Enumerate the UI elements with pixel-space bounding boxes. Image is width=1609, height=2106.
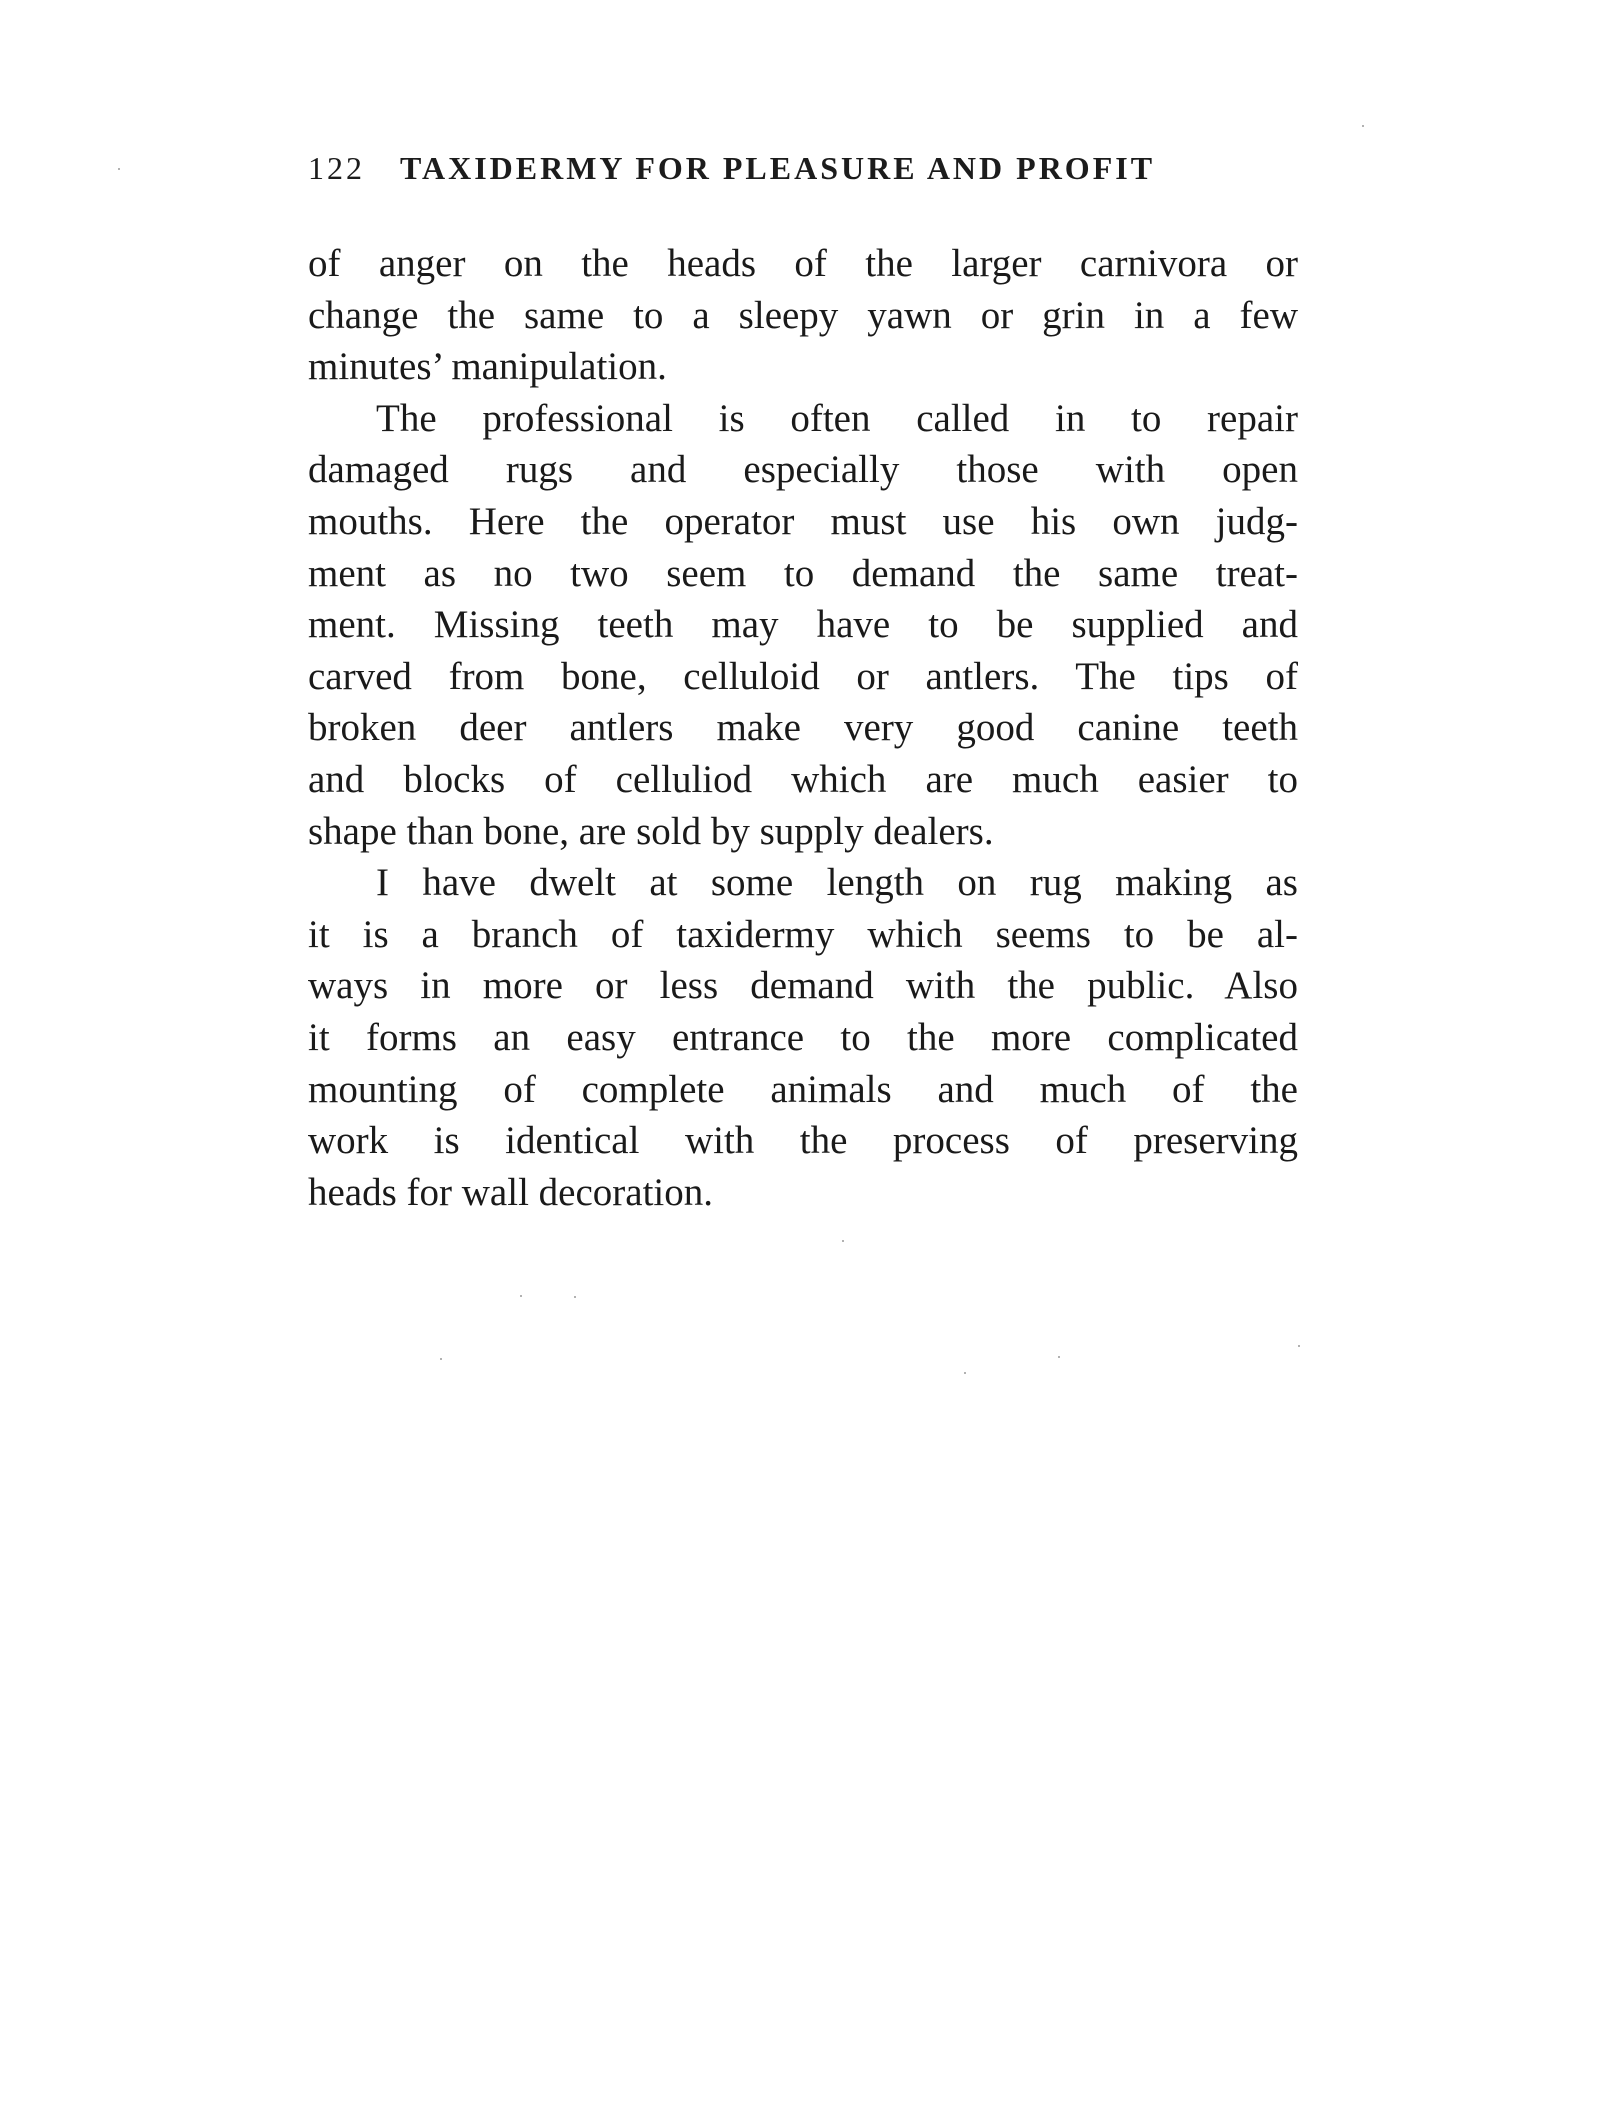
running-header — [308, 148, 1298, 188]
text-line: carved from bone, celluloid or antlers. The tips of — [308, 654, 1298, 698]
scan-speck — [440, 1358, 442, 1360]
paragraph — [308, 857, 1298, 1218]
scan-speck — [1058, 1356, 1060, 1358]
text-line: ways in more or less demand with the public. Also — [308, 964, 1298, 1008]
text-line: it forms an easy entrance to the more complicated — [308, 1015, 1298, 1059]
scan-speck — [1362, 125, 1364, 127]
paragraph — [308, 238, 1298, 393]
running-title: TAXIDERMY FOR PLEASURE AND PROFIT — [400, 150, 1156, 186]
scan-speck — [842, 1240, 844, 1242]
text-line: mounting of complete animals and much of the — [308, 1067, 1298, 1111]
scan-speck — [964, 1372, 966, 1374]
text-line: broken deer antlers make very good canine teeth — [308, 706, 1298, 750]
text-line: shape than bone, are sold by supply dealers. — [308, 809, 994, 853]
page-number: 122 — [308, 150, 365, 186]
text-line: change the same to a sleepy yawn or grin in a few — [308, 293, 1298, 337]
text-line: heads for wall decoration. — [308, 1170, 714, 1214]
text-line: of anger on the heads of the larger carnivora or — [308, 242, 1298, 285]
text-line: ment. Missing teeth may have to be supplied and — [308, 603, 1298, 647]
text-line: it is a branch of taxidermy which seems to be al- — [308, 912, 1298, 956]
text-line: minutes’ manipulation. — [308, 345, 667, 389]
text-line: mouths. Here the operator must use his own judg- — [308, 499, 1298, 543]
paragraph — [308, 393, 1298, 857]
text-line: I have dwelt at some length on rug making as — [376, 861, 1298, 905]
scan-speck — [118, 168, 120, 170]
text-line: The professional is often called in to repair — [376, 396, 1298, 440]
body-text — [308, 238, 1298, 1218]
scan-speck — [574, 1296, 576, 1298]
text-line: damaged rugs and especially those with open — [308, 448, 1298, 492]
text-line: ment as no two seem to demand the same treat- — [308, 551, 1298, 595]
scan-speck — [520, 1295, 522, 1297]
scan-speck — [1298, 1345, 1300, 1347]
text-line: and blocks of celluliod which are much easier to — [308, 757, 1298, 801]
text-line: work is identical with the process of preserving — [308, 1119, 1298, 1163]
